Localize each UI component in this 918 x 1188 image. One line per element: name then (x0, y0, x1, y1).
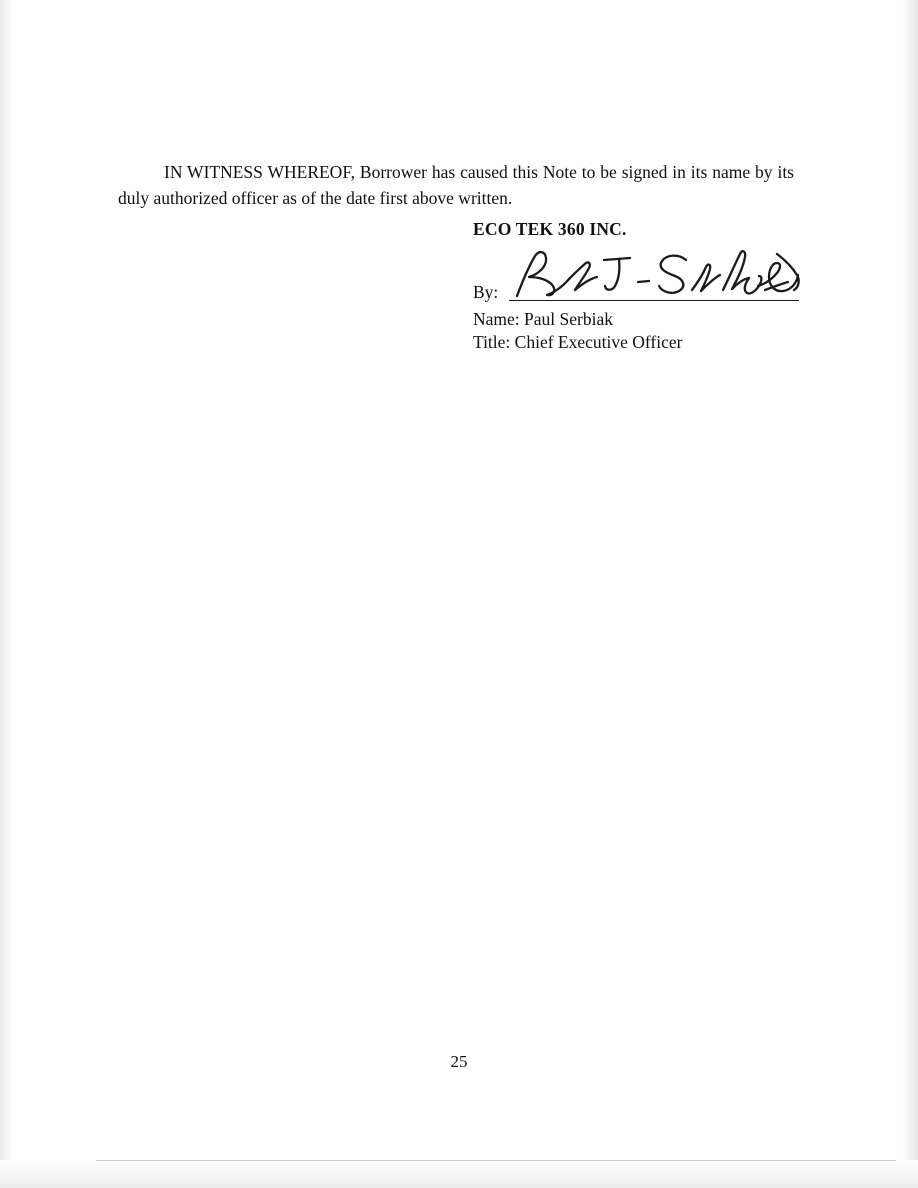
handwritten-signature-icon (509, 246, 809, 304)
scan-edge-left (0, 0, 14, 1188)
signature-block (473, 282, 813, 352)
signer-title: Title: Chief Executive Officer (473, 332, 683, 352)
scan-hairline (96, 1160, 896, 1161)
paragraph-text: IN WITNESS WHEREOF, Borrower has caused this Note to be signed in its name by its duly authorized officer as of the date first above written. (118, 161, 794, 208)
signer-name: Name: Paul Serbiak (473, 309, 613, 329)
page-number: 25 (450, 1052, 468, 1071)
signature-by-label: By: (473, 282, 499, 302)
scan-edge-bottom (0, 1160, 918, 1188)
company-name: ECO TEK 360 INC. (473, 219, 627, 239)
signature-line (509, 300, 799, 301)
signature-row (473, 282, 813, 304)
scan-edge-right (902, 0, 918, 1188)
witness-paragraph (118, 159, 794, 211)
